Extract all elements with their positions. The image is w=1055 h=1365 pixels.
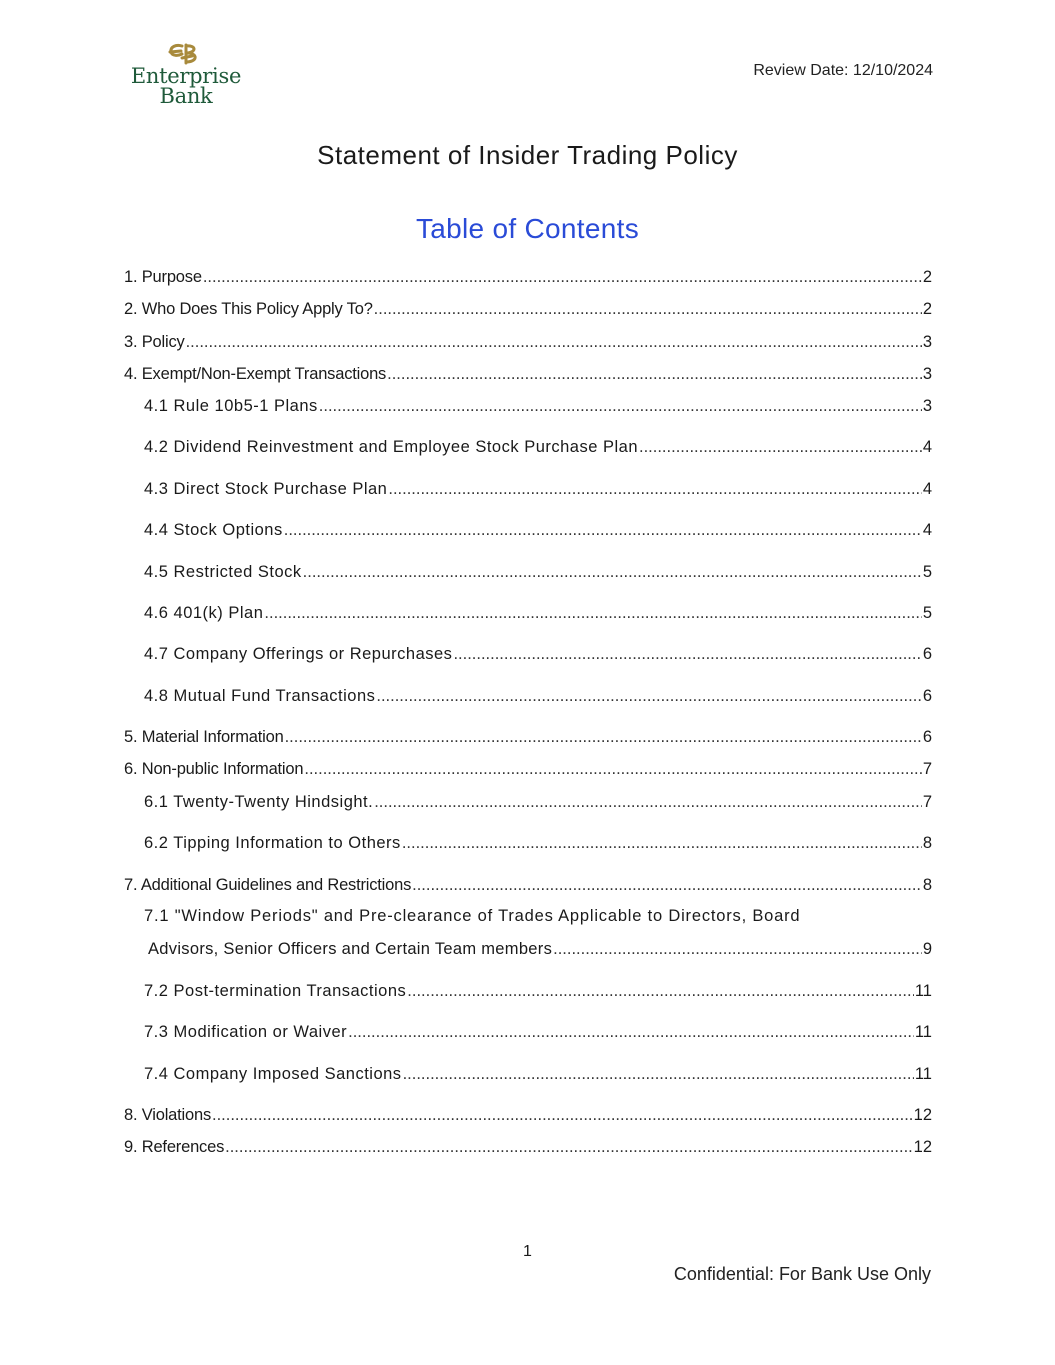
leader-dots [553, 940, 922, 959]
toc-label: 6.1 Twenty-Twenty Hindsight. [144, 793, 374, 811]
confidential-footer: Confidential: For Bank Use Only [673, 1264, 931, 1284]
page-number: 1 [523, 1243, 532, 1260]
toc-label: 6.2 Tipping Information to Others [144, 834, 401, 852]
toc-entry-sanctions[interactable] [144, 1065, 932, 1087]
toc-entry-stock-options[interactable] [144, 521, 932, 543]
toc-page: 11 [914, 982, 932, 1000]
toc-entry-material-information[interactable] [124, 728, 932, 750]
toc-entry-policy[interactable] [124, 333, 932, 355]
toc-entry-exempt-transactions[interactable] [124, 365, 932, 387]
toc-page: 4 [922, 480, 932, 498]
toc-page: 2 [922, 268, 932, 286]
toc-label: 4.6 401(k) Plan [144, 604, 264, 622]
toc-page: 6 [922, 687, 932, 705]
toc-entry-modification-waiver[interactable] [144, 1023, 932, 1045]
toc-label: 5. Material Information [124, 728, 284, 746]
toc-page: 8 [922, 876, 932, 894]
logo-wordmark [128, 66, 244, 106]
toc-entry-401k-plan[interactable] [144, 604, 932, 626]
toc-label: 4.5 Restricted Stock [144, 563, 302, 581]
toc-label: 4.4 Stock Options [144, 521, 283, 539]
leader-dots [225, 1138, 913, 1157]
toc-entry-references[interactable] [124, 1138, 932, 1160]
toc-label: 7. Additional Guidelines and Restrictions [124, 876, 412, 894]
toc-page: 3 [922, 365, 932, 383]
leader-dots [388, 480, 921, 499]
leader-dots [304, 760, 921, 779]
toc-label: 9. References [124, 1138, 225, 1156]
toc-label: 3. Policy [124, 333, 185, 351]
toc-heading: Table of Contents [415, 213, 640, 244]
toc-page: 4 [922, 438, 932, 456]
leader-dots [264, 604, 921, 623]
toc-label: 4.2 Dividend Reinvestment and Employee Stock Purchase Plan [144, 438, 639, 456]
toc-label: 4.3 Direct Stock Purchase Plan [144, 480, 388, 498]
toc-entry-restricted-stock[interactable] [144, 563, 932, 585]
toc-page: 12 [913, 1106, 932, 1124]
leader-dots [374, 300, 922, 319]
leader-dots [319, 397, 922, 416]
toc-page: 11 [914, 1065, 932, 1083]
leader-dots [303, 563, 922, 582]
leader-dots [403, 1065, 914, 1084]
logo-line-2: Bank [159, 84, 213, 108]
toc-page: 3 [922, 397, 932, 415]
toc-page: 12 [913, 1138, 932, 1156]
toc-label: 8. Violations [124, 1106, 211, 1124]
logo-line-1: Enterprise [130, 64, 242, 88]
toc-label: 4. Exempt/Non-Exempt Transactions [124, 365, 387, 383]
toc-label: 4.1 Rule 10b5-1 Plans [144, 397, 318, 415]
toc-page: 7 [922, 793, 932, 811]
leader-dots [186, 333, 922, 352]
toc-entry-tipping[interactable] [144, 834, 932, 856]
toc-page: 11 [914, 1023, 932, 1041]
toc-entry-who-applies[interactable] [124, 300, 932, 322]
toc-entry-violations[interactable] [124, 1106, 932, 1128]
toc-label: 4.8 Mutual Fund Transactions [144, 687, 376, 705]
toc-entry-purpose[interactable] [124, 268, 932, 290]
leader-dots [203, 268, 922, 287]
toc-label: 7.2 Post-termination Transactions [144, 982, 407, 1000]
enterprise-bank-logo [128, 42, 244, 114]
leader-dots [387, 365, 922, 384]
toc-entry-window-periods-line1[interactable]: 7.1 "Window Periods" and Pre-clearance of Trades Applicable to Directors, Board [144, 907, 801, 925]
leader-dots [639, 438, 922, 457]
leader-dots [374, 793, 922, 812]
toc-label: 6. Non-public Information [124, 760, 304, 778]
review-date: Review Date: 12/10/2024 [753, 62, 933, 79]
leader-dots [407, 982, 914, 1001]
toc-entry-additional-guidelines[interactable] [124, 876, 932, 898]
leader-dots [376, 687, 921, 706]
leader-dots [412, 876, 922, 895]
toc-entry-direct-stock-purchase[interactable] [144, 480, 932, 502]
toc-label: 2. Who Does This Policy Apply To? [124, 300, 373, 318]
leader-dots [212, 1106, 913, 1125]
toc-page: 2 [922, 300, 932, 318]
toc-page: 8 [922, 834, 932, 852]
toc-label: 7.3 Modification or Waiver [144, 1023, 348, 1041]
toc-page: 4 [922, 521, 932, 539]
toc-entry-non-public-information[interactable] [124, 760, 932, 782]
bank-monogram-icon [166, 42, 202, 66]
toc-page: 3 [922, 333, 932, 351]
leader-dots [402, 834, 922, 853]
toc-label: 7.4 Company Imposed Sanctions [144, 1065, 402, 1083]
toc-entry-hindsight[interactable] [144, 793, 932, 815]
leader-dots [453, 645, 921, 664]
toc-page: 9 [922, 940, 932, 958]
toc-page: 6 [922, 645, 932, 663]
toc-page: 5 [922, 563, 932, 581]
toc-entry-dividend-reinvestment[interactable] [144, 438, 932, 460]
toc-entry-rule-10b5-1[interactable] [144, 397, 932, 419]
toc-entry-post-termination[interactable] [144, 982, 932, 1004]
toc-page: 5 [922, 604, 932, 622]
toc-entry-mutual-fund[interactable] [144, 687, 932, 709]
leader-dots [284, 521, 922, 540]
toc-entry-window-periods[interactable] [148, 940, 932, 962]
toc-entry-company-offerings[interactable] [144, 645, 932, 667]
toc-page: 7 [922, 760, 932, 778]
toc-label: 4.7 Company Offerings or Repurchases [144, 645, 453, 663]
toc-page: 6 [922, 728, 932, 746]
toc-label: Advisors, Senior Officers and Certain Team members [148, 940, 553, 958]
leader-dots [348, 1023, 914, 1042]
toc-label: 1. Purpose [124, 268, 202, 286]
document-title: Statement of Insider Trading Policy [317, 140, 738, 170]
leader-dots [285, 728, 922, 747]
